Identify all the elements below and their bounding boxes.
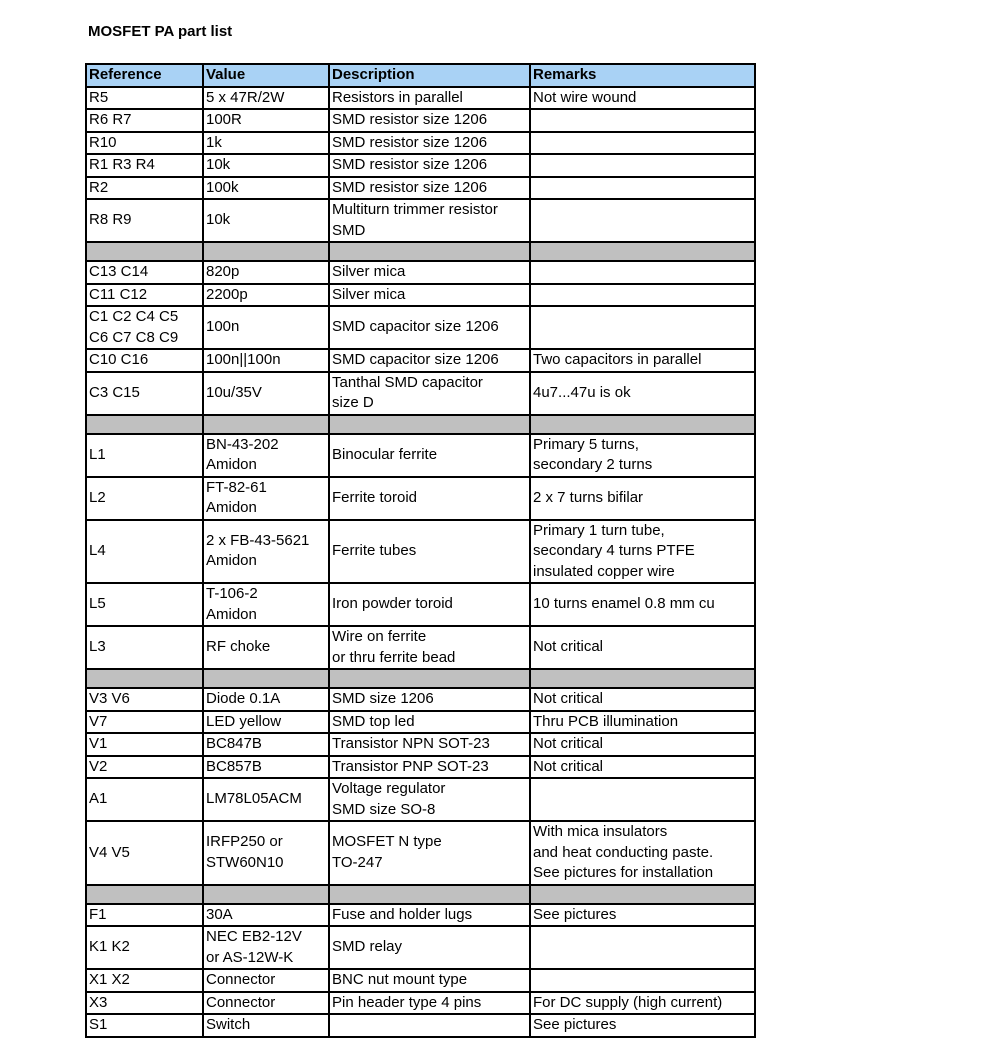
cell-description: SMD capacitor size 1206 bbox=[329, 306, 530, 349]
cell-value: BC857B bbox=[203, 756, 329, 779]
header-remarks: Remarks bbox=[530, 64, 755, 87]
header-reference: Reference bbox=[86, 64, 203, 87]
table-row bbox=[86, 372, 755, 415]
cell-reference: L5 bbox=[86, 583, 203, 626]
cell-remarks: Not critical bbox=[530, 733, 755, 756]
cell-description: Resistors in parallel bbox=[329, 87, 530, 110]
cell-value: Diode 0.1A bbox=[203, 688, 329, 711]
cell-value: 100R bbox=[203, 109, 329, 132]
cell-reference: R2 bbox=[86, 177, 203, 200]
cell-value: 10k bbox=[203, 154, 329, 177]
cell-remarks bbox=[530, 778, 755, 821]
header-row bbox=[86, 64, 755, 87]
cell-reference: R10 bbox=[86, 132, 203, 155]
cell-reference: F1 bbox=[86, 904, 203, 927]
table-row bbox=[86, 477, 755, 520]
section-separator-row bbox=[86, 669, 755, 688]
cell-remarks: Not critical bbox=[530, 688, 755, 711]
separator-cell bbox=[203, 415, 329, 434]
cell-remarks: With mica insulators and heat conducting paste. See pictures for installation bbox=[530, 821, 755, 885]
cell-description: SMD resistor size 1206 bbox=[329, 154, 530, 177]
cell-description: Binocular ferrite bbox=[329, 434, 530, 477]
cell-remarks: Primary 1 turn tube, secondary 4 turns PTFE insulated copper wire bbox=[530, 520, 755, 584]
cell-remarks: See pictures bbox=[530, 904, 755, 927]
cell-remarks: For DC supply (high current) bbox=[530, 992, 755, 1015]
table-row bbox=[86, 583, 755, 626]
table-row bbox=[86, 87, 755, 110]
cell-value: LED yellow bbox=[203, 711, 329, 734]
table-row bbox=[86, 109, 755, 132]
table-row bbox=[86, 711, 755, 734]
cell-value: 2 x FB-43-5621 Amidon bbox=[203, 520, 329, 584]
cell-description: BNC nut mount type bbox=[329, 969, 530, 992]
cell-description: MOSFET N type TO-247 bbox=[329, 821, 530, 885]
cell-reference: C11 C12 bbox=[86, 284, 203, 307]
cell-reference: S1 bbox=[86, 1014, 203, 1037]
cell-reference: V7 bbox=[86, 711, 203, 734]
header-description: Description bbox=[329, 64, 530, 87]
table-row bbox=[86, 434, 755, 477]
cell-reference: V4 V5 bbox=[86, 821, 203, 885]
table-row bbox=[86, 778, 755, 821]
table-row bbox=[86, 926, 755, 969]
cell-description: Multiturn trimmer resistor SMD bbox=[329, 199, 530, 242]
cell-remarks bbox=[530, 154, 755, 177]
table-row bbox=[86, 261, 755, 284]
cell-value: 100n||100n bbox=[203, 349, 329, 372]
table-row bbox=[86, 756, 755, 779]
cell-value: BC847B bbox=[203, 733, 329, 756]
cell-reference: L1 bbox=[86, 434, 203, 477]
cell-value: 10k bbox=[203, 199, 329, 242]
table-row bbox=[86, 132, 755, 155]
cell-description: Wire on ferrite or thru ferrite bead bbox=[329, 626, 530, 669]
table-row bbox=[86, 969, 755, 992]
separator-cell bbox=[86, 885, 203, 904]
cell-description: Transistor NPN SOT-23 bbox=[329, 733, 530, 756]
separator-cell bbox=[530, 669, 755, 688]
section-separator-row bbox=[86, 885, 755, 904]
separator-cell bbox=[530, 242, 755, 261]
table-row bbox=[86, 992, 755, 1015]
cell-value: 10u/35V bbox=[203, 372, 329, 415]
separator-cell bbox=[329, 242, 530, 261]
cell-remarks: Not critical bbox=[530, 756, 755, 779]
cell-remarks bbox=[530, 261, 755, 284]
separator-cell bbox=[86, 669, 203, 688]
cell-value: LM78L05ACM bbox=[203, 778, 329, 821]
cell-value: NEC EB2-12V or AS-12W-K bbox=[203, 926, 329, 969]
table-row bbox=[86, 284, 755, 307]
cell-reference: L4 bbox=[86, 520, 203, 584]
parts-table bbox=[85, 63, 756, 1038]
cell-description: Ferrite tubes bbox=[329, 520, 530, 584]
cell-remarks bbox=[530, 109, 755, 132]
cell-reference: V3 V6 bbox=[86, 688, 203, 711]
cell-description: SMD capacitor size 1206 bbox=[329, 349, 530, 372]
table-row bbox=[86, 821, 755, 885]
separator-cell bbox=[86, 242, 203, 261]
cell-description: Voltage regulator SMD size SO-8 bbox=[329, 778, 530, 821]
cell-description: SMD size 1206 bbox=[329, 688, 530, 711]
cell-description bbox=[329, 1014, 530, 1037]
separator-cell bbox=[329, 885, 530, 904]
separator-cell bbox=[530, 415, 755, 434]
cell-description: Iron powder toroid bbox=[329, 583, 530, 626]
cell-value: 5 x 47R/2W bbox=[203, 87, 329, 110]
cell-reference: L3 bbox=[86, 626, 203, 669]
cell-value: RF choke bbox=[203, 626, 329, 669]
separator-cell bbox=[203, 242, 329, 261]
table-row bbox=[86, 520, 755, 584]
section-separator-row bbox=[86, 415, 755, 434]
cell-value: 30A bbox=[203, 904, 329, 927]
cell-description: SMD relay bbox=[329, 926, 530, 969]
table-row bbox=[86, 688, 755, 711]
table-row bbox=[86, 154, 755, 177]
cell-remarks: Not critical bbox=[530, 626, 755, 669]
table-row bbox=[86, 626, 755, 669]
table-row bbox=[86, 349, 755, 372]
table-row bbox=[86, 199, 755, 242]
cell-value: T-106-2 Amidon bbox=[203, 583, 329, 626]
cell-reference: L2 bbox=[86, 477, 203, 520]
cell-remarks bbox=[530, 132, 755, 155]
cell-reference: C1 C2 C4 C5 C6 C7 C8 C9 bbox=[86, 306, 203, 349]
cell-value: 1k bbox=[203, 132, 329, 155]
cell-remarks bbox=[530, 284, 755, 307]
cell-remarks bbox=[530, 199, 755, 242]
cell-reference: K1 K2 bbox=[86, 926, 203, 969]
separator-cell bbox=[203, 669, 329, 688]
cell-reference: V1 bbox=[86, 733, 203, 756]
cell-reference: C3 C15 bbox=[86, 372, 203, 415]
cell-value: Connector bbox=[203, 969, 329, 992]
table-row bbox=[86, 733, 755, 756]
cell-remarks: Thru PCB illumination bbox=[530, 711, 755, 734]
cell-value: BN-43-202 Amidon bbox=[203, 434, 329, 477]
cell-reference: R5 bbox=[86, 87, 203, 110]
cell-description: SMD top led bbox=[329, 711, 530, 734]
cell-value: IRFP250 or STW60N10 bbox=[203, 821, 329, 885]
cell-remarks bbox=[530, 177, 755, 200]
header-value: Value bbox=[203, 64, 329, 87]
table-row bbox=[86, 904, 755, 927]
cell-remarks: See pictures bbox=[530, 1014, 755, 1037]
cell-remarks bbox=[530, 306, 755, 349]
separator-cell bbox=[203, 885, 329, 904]
cell-remarks: Primary 5 turns, secondary 2 turns bbox=[530, 434, 755, 477]
cell-value: 100n bbox=[203, 306, 329, 349]
cell-description: SMD resistor size 1206 bbox=[329, 109, 530, 132]
cell-reference: A1 bbox=[86, 778, 203, 821]
table-row bbox=[86, 306, 755, 349]
separator-cell bbox=[86, 415, 203, 434]
cell-reference: C13 C14 bbox=[86, 261, 203, 284]
cell-value: 820p bbox=[203, 261, 329, 284]
separator-cell bbox=[329, 669, 530, 688]
cell-description: Tanthal SMD capacitor size D bbox=[329, 372, 530, 415]
cell-value: FT-82-61 Amidon bbox=[203, 477, 329, 520]
cell-reference: C10 C16 bbox=[86, 349, 203, 372]
cell-reference: R8 R9 bbox=[86, 199, 203, 242]
cell-remarks: Two capacitors in parallel bbox=[530, 349, 755, 372]
separator-cell bbox=[329, 415, 530, 434]
parts-body bbox=[86, 87, 755, 1037]
cell-reference: R1 R3 R4 bbox=[86, 154, 203, 177]
cell-description: Pin header type 4 pins bbox=[329, 992, 530, 1015]
cell-description: Transistor PNP SOT-23 bbox=[329, 756, 530, 779]
cell-remarks: 10 turns enamel 0.8 mm cu bbox=[530, 583, 755, 626]
cell-description: Fuse and holder lugs bbox=[329, 904, 530, 927]
cell-reference: V2 bbox=[86, 756, 203, 779]
cell-reference: R6 R7 bbox=[86, 109, 203, 132]
table-row bbox=[86, 1014, 755, 1037]
cell-description: Ferrite toroid bbox=[329, 477, 530, 520]
cell-value: Switch bbox=[203, 1014, 329, 1037]
cell-remarks: Not wire wound bbox=[530, 87, 755, 110]
separator-cell bbox=[530, 885, 755, 904]
cell-remarks: 4u7...47u is ok bbox=[530, 372, 755, 415]
cell-description: SMD resistor size 1206 bbox=[329, 132, 530, 155]
table-row bbox=[86, 177, 755, 200]
cell-description: Silver mica bbox=[329, 261, 530, 284]
cell-remarks bbox=[530, 926, 755, 969]
cell-value: Connector bbox=[203, 992, 329, 1015]
cell-remarks bbox=[530, 969, 755, 992]
cell-remarks: 2 x 7 turns bifilar bbox=[530, 477, 755, 520]
cell-value: 2200p bbox=[203, 284, 329, 307]
cell-value: 100k bbox=[203, 177, 329, 200]
cell-reference: X3 bbox=[86, 992, 203, 1015]
cell-description: Silver mica bbox=[329, 284, 530, 307]
page-title: MOSFET PA part list bbox=[88, 23, 233, 40]
section-separator-row bbox=[86, 242, 755, 261]
cell-description: SMD resistor size 1206 bbox=[329, 177, 530, 200]
cell-reference: X1 X2 bbox=[86, 969, 203, 992]
